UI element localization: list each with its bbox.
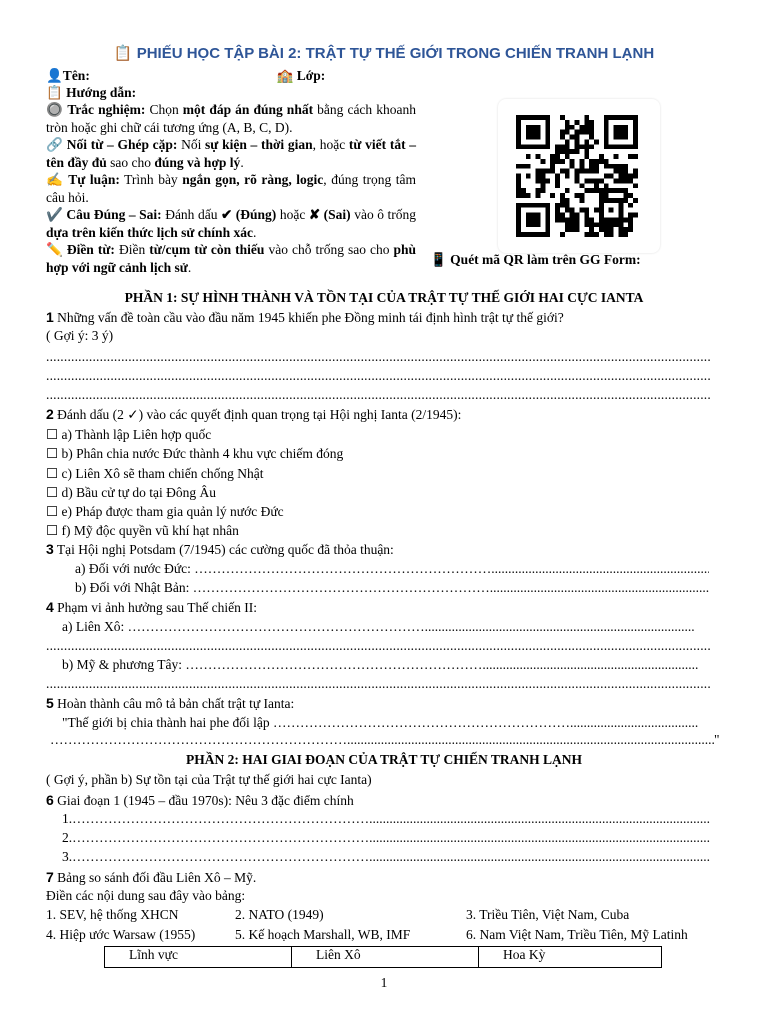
q1-text: Những vấn đề toàn cầu vào đầu năm 1945 khiến phe Đồng minh tái định hình trật tự thế giới? [53, 310, 564, 325]
match-text-7: . [240, 154, 244, 170]
mcq-text-2: một đáp án đúng nhất [182, 102, 314, 117]
mcq-text-3: bằng cách khoanh tròn hoặc ghi chữ cái tương ứng (A, B, C, D). [46, 102, 416, 135]
essay-text-2: ngắn gọn, rõ ràng, logic [182, 172, 324, 187]
q4-number: 4 [46, 599, 54, 615]
q2-option[interactable]: ☐ e) Pháp được tham gia quản lý nước Đức [46, 504, 284, 520]
q1-hint: ( Gợi ý: 3 ý) [46, 328, 114, 343]
item: 3. Triều Tiên, Việt Nam, Cuba [466, 907, 630, 922]
q2-option[interactable]: ☐ b) Phân chia nước Đức thành 4 khu vực chiếm đóng [46, 446, 344, 462]
essay-text-3: , đúng trọng tâm câu hỏi. [46, 172, 416, 205]
q6-line-2[interactable] [62, 830, 710, 846]
q5-number: 5 [46, 695, 54, 711]
answer-line[interactable] [46, 676, 710, 690]
question-1 [46, 309, 564, 326]
q2-text: Đánh dấu (2 ✓) vào các quyết định quan trọng tại Hội nghị Ianta (2/1945): [53, 407, 462, 422]
q5-quote: "Thế giới bị chia thành hai phe đối lập [62, 715, 273, 730]
fill-text-1: Điền [114, 242, 150, 257]
name-class-line [46, 68, 385, 84]
answer-dots [50, 732, 714, 748]
fill-text-5: . [187, 259, 192, 275]
qr-code[interactable] [498, 99, 660, 253]
q1-number: 1 [46, 309, 54, 325]
q5-close-quote: " [714, 732, 720, 747]
answer-dots [72, 811, 710, 827]
q6-line-number: 1. [62, 811, 73, 826]
q2-number: 2 [46, 406, 54, 422]
q3-a-label: a) Đối với nước Đức: [75, 561, 195, 576]
q3-b-line[interactable] [75, 580, 709, 596]
tf-label: ✔️ Câu Đúng – Sai: [46, 207, 162, 222]
question-6 [46, 792, 354, 809]
class-label: 🏫 Lớp: [276, 68, 326, 83]
item: 6. Nam Việt Nam, Triều Tiên, Mỹ Latinh [466, 927, 688, 942]
match-text-6: đúng và hợp lý [154, 154, 241, 170]
fill-text-3: vào chỗ trống sao cho [264, 242, 394, 257]
guide-fill [46, 241, 416, 276]
answer-dots [72, 830, 710, 846]
guide-heading: 📋 Hướng dẫn: [46, 85, 137, 100]
q4-text: Phạm vi ảnh hưởng sau Thế chiến II: [53, 600, 257, 615]
q6-text: Giai đoạn 1 (1945 – đầu 1970s): Nêu 3 đặc điểm chính [53, 793, 354, 808]
q5-quote-line[interactable] [62, 715, 698, 731]
item: 4. Hiệp ước Warsaw (1955) [46, 927, 196, 942]
q4-b-line[interactable] [62, 657, 698, 673]
q6-number: 6 [46, 792, 54, 808]
part2-hint: ( Gợi ý, phần b) Sự tồn tại của Trật tự thế giới hai cực Ianta) [46, 772, 372, 787]
match-text-2: sự kiện – thời gian [205, 137, 313, 152]
part2-heading: PHẦN 2: HAI GIAI ĐOẠN CỦA TRẬT TỰ CHIẾN TRANH LẠNH [185, 752, 583, 767]
answer-dots [128, 619, 694, 635]
q3-number: 3 [46, 541, 54, 557]
q7-number: 7 [46, 869, 54, 885]
q2-option[interactable]: ☐ f) Mỹ độc quyền vũ khí hạt nhân [46, 523, 239, 539]
qr-caption: 📱 Quét mã QR làm trên GG Form: [430, 252, 641, 267]
qr-code-image [514, 115, 640, 237]
guide-true-false [46, 206, 416, 241]
match-text-4: từ viết tắt – tên đầy đủ [46, 137, 417, 170]
tf-text-4: ✘ (Sai) [308, 207, 351, 222]
q2-options [46, 425, 343, 541]
fill-text-4: phù hợp với ngữ cảnh lịch sử [46, 242, 417, 275]
answer-dots [72, 849, 710, 865]
q6-line-number: 3. [62, 849, 73, 864]
question-3 [46, 541, 394, 558]
q3-b-label: b) Đối với Nhật Bản: [75, 580, 193, 595]
answer-line[interactable] [46, 387, 710, 401]
tf-text-1: Đánh dấu [161, 207, 221, 222]
tf-text-7: . [252, 224, 257, 240]
table-header: Hoa Kỳ [479, 947, 662, 968]
match-text-1: Nối [177, 137, 206, 152]
answer-dots [193, 580, 709, 596]
fill-label: ✏️ Điền từ: [46, 242, 115, 257]
mcq-label: 🔘 Trắc nghiệm: [46, 102, 146, 117]
tf-text-3: hoặc [276, 207, 309, 222]
tf-text-5: vào ô trống [350, 207, 416, 222]
q6-line-1[interactable] [62, 811, 710, 827]
answer-dots [185, 657, 698, 673]
item: 5. Kế hoạch Marshall, WB, IMF [235, 927, 411, 942]
guide-mcq [46, 101, 416, 136]
q2-option[interactable]: ☐ d) Bầu cử tự do tại Đông Âu [46, 484, 216, 500]
page-number: 1 [380, 975, 388, 990]
q6-line-3[interactable] [62, 849, 710, 865]
question-2 [46, 406, 461, 423]
item: 1. SEV, hệ thống XHCN [46, 907, 179, 922]
q3-text: Tại Hội nghị Potsdam (7/1945) các cường quốc đã thỏa thuận: [53, 542, 394, 557]
q4-b-label: b) Mỹ & phương Tây: [62, 657, 186, 672]
worksheet-title: 📋 PHIẾU HỌC TẬP BÀI 2: TRẬT TỰ THẾ GIỚI TRONG CHIẾN TRANH LẠNH [113, 45, 655, 62]
essay-text-1: Trình bày [119, 172, 183, 187]
q5-text: Hoàn thành câu mô tả bản chất trật tự Ianta: [53, 696, 295, 711]
match-text-3: , hoặc [312, 137, 349, 152]
comparison-table [104, 946, 662, 968]
tf-text-2: ✔ (Đúng) [220, 207, 277, 222]
q4-a-label: a) Liên Xô: [62, 619, 128, 634]
part1-heading: PHẦN 1: SỰ HÌNH THÀNH VÀ TỒN TẠI CỦA TRẬT TỰ THẾ GIỚI HAI CỰC IANTA [124, 290, 644, 305]
guide-essay [46, 171, 416, 206]
question-7 [46, 869, 256, 886]
q2-option[interactable]: ☐ a) Thành lập Liên hợp quốc [46, 427, 212, 442]
mcq-text-1: Chọn [145, 102, 183, 117]
match-text-5: sao cho [106, 154, 155, 170]
q2-option[interactable]: ☐ c) Liên Xô sẽ tham chiến chống Nhật [46, 465, 264, 481]
q4-a-line[interactable] [62, 619, 694, 635]
essay-label: ✍️ Tự luận: [46, 172, 120, 187]
q3-a-line[interactable] [75, 561, 709, 577]
table-header: Liên Xô [292, 947, 479, 968]
match-label: 🔗 Nối từ – Ghép cặp: [46, 137, 178, 152]
guide-list [46, 101, 416, 276]
guide-match [46, 136, 416, 171]
name-label: 👤Tên: [46, 68, 94, 83]
question-5 [46, 695, 294, 712]
answer-dots [194, 561, 709, 577]
answer-line[interactable] [46, 638, 710, 652]
table-header: Lĩnh vực [105, 947, 292, 968]
q5-end-line[interactable] [50, 732, 718, 748]
q7-text: Bảng so sánh đối đầu Liên Xô – Mỹ. [53, 870, 257, 885]
table-header-row [105, 947, 662, 968]
q7-instruction: Điền các nội dung sau đây vào bảng: [46, 888, 246, 903]
question-4 [46, 599, 257, 616]
answer-line[interactable] [46, 368, 710, 382]
tf-text-6: dựa trên kiến thức lịch sử chính xác [46, 224, 253, 240]
fill-text-2: từ/cụm từ còn thiếu [149, 242, 265, 257]
answer-dots [273, 715, 698, 731]
item: 2. NATO (1949) [235, 907, 324, 922]
q6-line-number: 2. [62, 830, 73, 845]
answer-line[interactable] [46, 349, 710, 363]
